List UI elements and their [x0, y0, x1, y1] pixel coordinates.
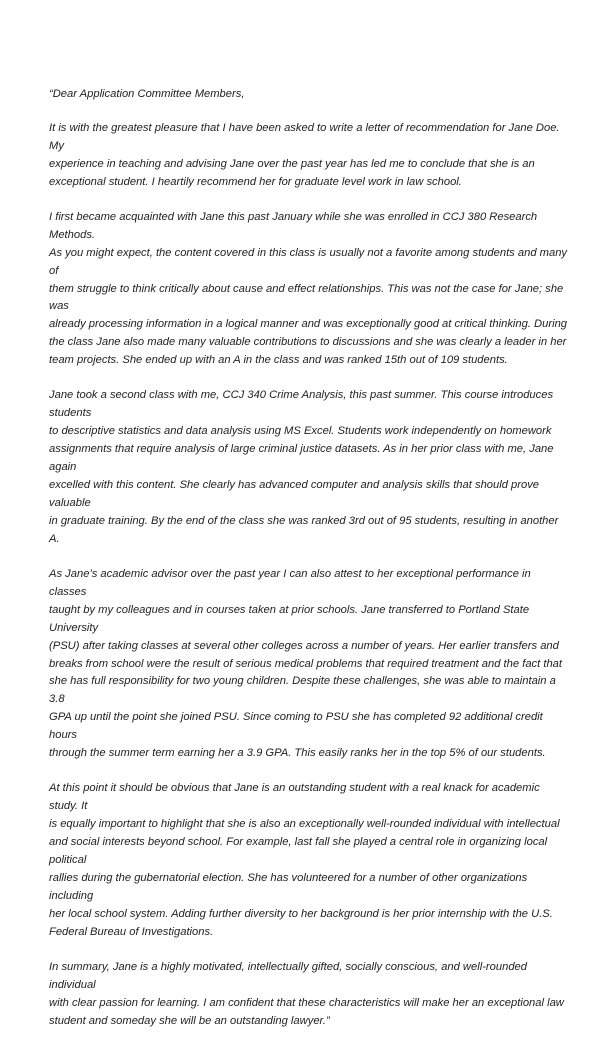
paragraph-well-rounded: At this point it should be obvious that Jane is an outstanding student with a real knack for academic study. It is equally important to highlight that she is also an exceptionally well-rounded individual with intellectual and social interests beyond school. For example, last fall she played a central role in organizing local political rallies during the gubernatorial election. She has volunteered for a number of other organizations including her local school system. Adding further diversity to her background is her prior internship with the U.S. Federal Bureau of Investigations.	[49, 782, 560, 938]
recommendation-letter	[49, 86, 569, 1048]
paragraph-intro: It is with the greatest pleasure that I have been asked to write a letter of recommendation for Jane Doe. My experience in teaching and advising Jane over the past year has led me to conclude that she is an exceptional student. I heartily recommend her for graduate level work in law school.	[49, 121, 560, 188]
paragraph-research-methods: I first became acquainted with Jane this past January while she was enrolled in CCJ 380 Research Methods. As you might expect, the content covered in this class is usually not a favorite among students and many of them struggle to think critically about cause and effect relationships. This was not the case for Jane; she was already processing information in a logical manner and was exceptionally good at critical thinking. During the class Jane also made many valuable contributions to discussions and she was clearly a leader in her team projects. She ended up with an A in the class and was ranked 15th out of 109 students.	[49, 210, 568, 367]
paragraph-crime-analysis: Jane took a second class with me, CCJ 340 Crime Analysis, this past summer. This course introduces students to descriptive statistics and data analysis using MS Excel. Students work independently on homework assignments that require analysis of large criminal justice datasets. As in her prior class with me, Jane again excelled with this content. She clearly has advanced computer and analysis skills that should prove valuable in graduate training. By the end of the class she was ranked 3rd out of 95 students, resulting in another A.	[49, 389, 559, 545]
paragraph-academic-advisor: As Jane’s academic advisor over the past year I can also attest to her exceptional performance in classes taught by my colleagues and in courses taken at prior schools. Jane transferred to Portland State University (PSU) after taking classes at several other colleges across a number of years. Her earlier transfers and breaks from school were the result of serious medical problems that required treatment and the fact that she has full responsibility for two young children. Despite these challenges, she was able to maintain a 3.8 GPA up until the point she joined PSU. Since coming to PSU she has completed 92 additional credit hours through the summer term earning her a 3.9 GPA. This easily ranks her in the top 5% of our students.	[49, 568, 563, 760]
salutation: “Dear Application Committee Members,	[49, 88, 245, 100]
paragraph-summary: In summary, Jane is a highly motivated, intellectually gifted, socially conscious, and well-rounded individual with clear passion for learning. I am confident that these characteristics will make her an exceptional law student and someday she will be an outstanding lawyer.”	[49, 960, 564, 1027]
